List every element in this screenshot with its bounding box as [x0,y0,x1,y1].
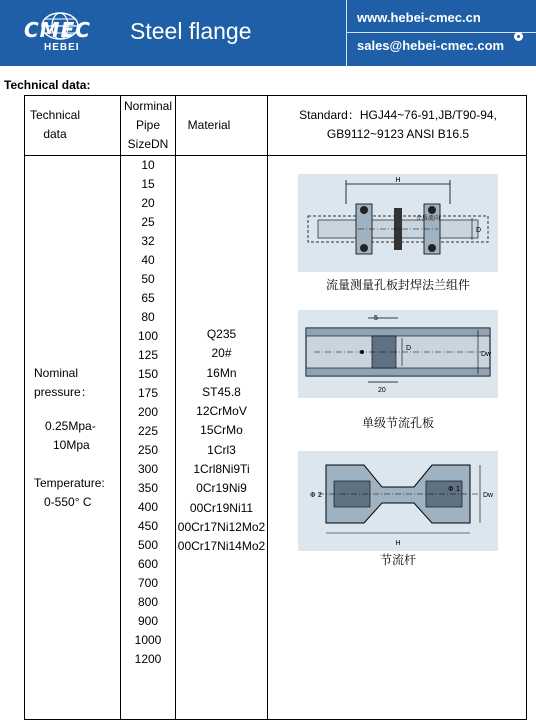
header-text: SizeDN [127,137,169,151]
list-item: 00Cr19Ni11 [189,500,254,515]
list-item: 150 [137,367,159,381]
list-item: 65 [141,291,155,305]
page-title: Steel flange [130,18,252,44]
list-item: 12CrMoV [196,404,247,419]
cell-text: 0-550° C [44,495,92,509]
dimension-dw-label: Dw [483,492,494,499]
list-item: 10 [141,158,155,172]
cell-text: Temperature: [34,476,105,490]
list-item: 00Cr17Ni12Mo2 [177,519,266,534]
bullet-icon [514,32,523,41]
list-item: Q235 [206,327,237,341]
flow-direction-label: 介质流向 [416,215,441,222]
nominal-pressure-label [34,364,93,402]
list-item: 50 [141,272,155,286]
list-item: 250 [137,443,159,457]
list-item: 900 [137,614,159,628]
cell-text: Nominal [34,366,79,380]
figure-caption: 单级节流孔板 [361,416,434,430]
cell-text: 0.25Mpa- [45,419,96,433]
single-stage-orifice-plate-drawing [298,310,498,398]
list-item: 25 [141,215,155,229]
list-item: 300 [137,462,159,476]
list-item: 20 [141,196,155,210]
list-item: 80 [141,310,155,324]
cell-text: pressure： [34,385,93,399]
dimension-h-label: H [395,177,401,184]
temperature-range [34,474,105,512]
header-text: Norminal [123,99,172,113]
list-item: 1Crl8Ni9Ti [193,462,250,477]
header-row-divider [25,155,526,156]
list-item: 20# [211,346,232,361]
list-item: 40 [141,253,155,267]
list-item: 500 [137,538,159,552]
list-item: 15CrMo [200,423,243,438]
website-link[interactable]: www.hebei-cmec.cn [357,10,481,25]
dimension-phi1-label: Φ 1 [448,485,461,493]
list-item: 600 [137,557,159,571]
list-item: 100 [137,329,159,343]
list-item: 1000 [134,633,162,647]
list-item: 00Cr17Ni14Mo2 [177,539,266,554]
dimension-phi2-label: Φ 2 [310,491,323,499]
company-logo[interactable] [22,12,98,54]
header-material: Material [187,118,231,132]
header-technical-data [25,106,85,144]
section-title: Technical data: [4,78,91,92]
email-link[interactable]: sales@hebei-cmec.com [357,38,505,53]
dimension-dw-label: Dw [481,351,492,358]
cell-text: 10Mpa [53,438,90,452]
list-item: 800 [137,595,159,609]
technical-data-table [24,95,527,720]
header-text: Pipe [135,118,161,132]
column-divider [267,96,268,719]
figure-caption: 流量测量孔板封焊法兰组件 [325,278,470,292]
pipe-size-list [121,156,175,669]
list-item: 175 [137,386,159,400]
header-pipe-size [121,97,175,154]
list-item: 0Cr19Ni9 [196,481,247,496]
dimension-d-label: D [476,227,482,234]
list-item: 200 [137,405,159,419]
throttle-rod-drawing [298,451,498,551]
dimension-20-label: 20 [378,387,386,394]
list-item: 700 [137,576,159,590]
header-divider [346,0,347,66]
list-item: 350 [137,481,159,495]
list-item: 225 [137,424,159,438]
dimension-h-label: H [395,540,401,547]
material-list [176,325,267,557]
header-standard [268,106,528,144]
dimension-d-label: D [406,345,412,352]
pressure-range [45,417,96,455]
header-text: data [43,127,67,141]
list-item: 1Crl3 [207,442,236,457]
list-item: ST45.8 [202,384,241,399]
header-text: Standard：HGJ44~76-91,JB/T90-94, [299,108,497,122]
list-item: 1200 [134,652,162,666]
orifice-flange-assembly-drawing [298,174,498,272]
list-item: 16Mn [206,365,237,380]
page-header [0,0,536,66]
dimension-5-label: 5 [374,315,378,322]
list-item: 32 [141,234,155,248]
header-text: Technical [29,108,81,122]
list-item: 450 [137,519,159,533]
contact-divider [347,32,536,33]
list-item: 400 [137,500,159,514]
list-item: 15 [141,177,155,191]
figure-caption: 节流杆 [379,553,416,567]
list-item: 125 [137,348,159,362]
logo-text: CMEC [24,18,91,42]
header-text: GB9112~9123 ANSI B16.5 [326,127,470,141]
logo-subtext: HEBEI [44,42,80,53]
